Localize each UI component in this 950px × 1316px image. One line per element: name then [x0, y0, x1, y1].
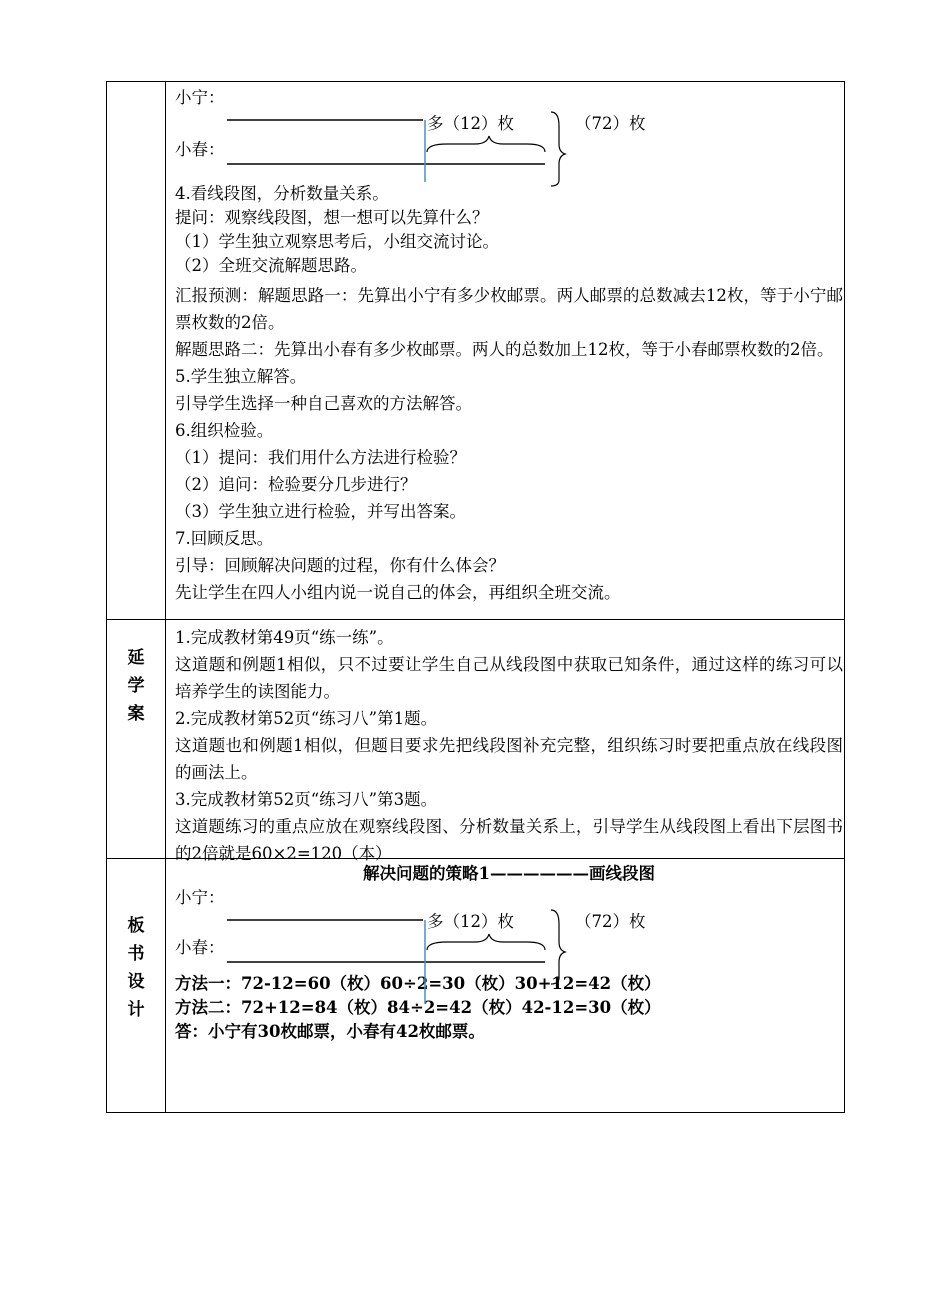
process-line-12: 7.回顾反思。 [175, 529, 274, 548]
extension-line-2: 2.完成教材第52页“练习八”第1题。 [175, 709, 438, 728]
method-1: 方法一：72-12=60（枚）60÷2=30（枚）30+12=42（枚） [175, 974, 661, 993]
extension-line-3: 这道题也和例题1相似，但题目要求先把线段图补充完整，组织练习时要把重点放在线段图的画法上。 [175, 736, 843, 782]
process-line-2: （1）学生独立观察思考后，小组交流讨论。 [175, 232, 499, 251]
board-label: 板 书 设 计 [127, 916, 145, 1020]
xiaochun-label-2: 小春： [175, 938, 225, 957]
process-line-9: （1）提问：我们用什么方法进行检验？ [175, 448, 466, 467]
board-content [175, 862, 843, 1044]
process-line-10: （2）追问：检验要分几步进行？ [175, 475, 417, 494]
more-label: 多（12）枚 [427, 114, 514, 133]
total-label: （72）枚 [575, 114, 646, 133]
more-label-2: 多（12）枚 [427, 912, 514, 931]
lesson-plan-table [106, 81, 845, 1113]
process-line-8: 6.组织检验。 [175, 421, 274, 440]
extension-content [175, 624, 843, 867]
process-line-0: 4.看线段图，分析数量关系。 [175, 184, 389, 203]
process-line-7: 引导学生选择一种自己喜欢的方法解答。 [175, 394, 472, 413]
process-line-13: 引导：回顾解决问题的过程，你有什么体会？ [175, 556, 505, 575]
column-divider [165, 82, 166, 1112]
process-line-6: 5.学生独立解答。 [175, 367, 307, 386]
diagram-lines-1 [175, 86, 575, 182]
method-2: 方法二：72+12=84（枚）84÷2=42（枚）42-12=30（枚） [175, 998, 661, 1017]
extension-line-1: 这道题和例题1相似，只不过要让学生自己从线段图中获取已知条件，通过这样的练习可以培养学生的读图能力。 [175, 655, 843, 701]
process-content [175, 86, 843, 606]
total-label-2: （72）枚 [575, 912, 646, 931]
process-line-14: 先让学生在四人小组内说一说自己的体会，再组织全班交流。 [175, 583, 621, 602]
line-segment-diagram-1 [175, 86, 843, 182]
extension-line-5: 这道题练习的重点应放在观察线段图、分析数量关系上，引导学生从线段图上看出下层图书的2倍就是60×2=120（本） [175, 817, 843, 863]
process-line-11: （3）学生独立进行检验，并写出答案。 [175, 502, 466, 521]
process-line-5: 解题思路二：先算出小春有多少枚邮票。两人的总数加上12枚，等于小春邮票枚数的2倍。 [175, 340, 834, 359]
process-line-4: 汇报预测：解题思路一：先算出小宁有多少枚邮票。两人邮票的总数减去12枚，等于小宁邮票枚数的2倍。 [175, 286, 843, 332]
process-line-1: 提问：观察线段图，想一想可以先算什么？ [175, 208, 489, 227]
xiaochun-label: 小春： [175, 140, 225, 159]
board-title: 解决问题的策略1——————画线段图 [363, 864, 655, 883]
answer: 答：小宁有30枚邮票，小春有42枚邮票。 [175, 1022, 485, 1041]
extension-label: 延 学 案 [127, 648, 145, 724]
diagram-lines-2 [175, 886, 575, 986]
xiaoning-label-2: 小宁： [175, 888, 225, 907]
extension-line-4: 3.完成教材第52页“练习八”第3题。 [175, 790, 438, 809]
xiaoning-label: 小宁： [175, 88, 225, 107]
extension-line-0: 1.完成教材第49页“练一练”。 [175, 628, 394, 647]
line-segment-diagram-2 [175, 886, 843, 958]
process-line-3: （2）全班交流解题思路。 [175, 256, 367, 275]
row-divider-1 [107, 619, 844, 620]
